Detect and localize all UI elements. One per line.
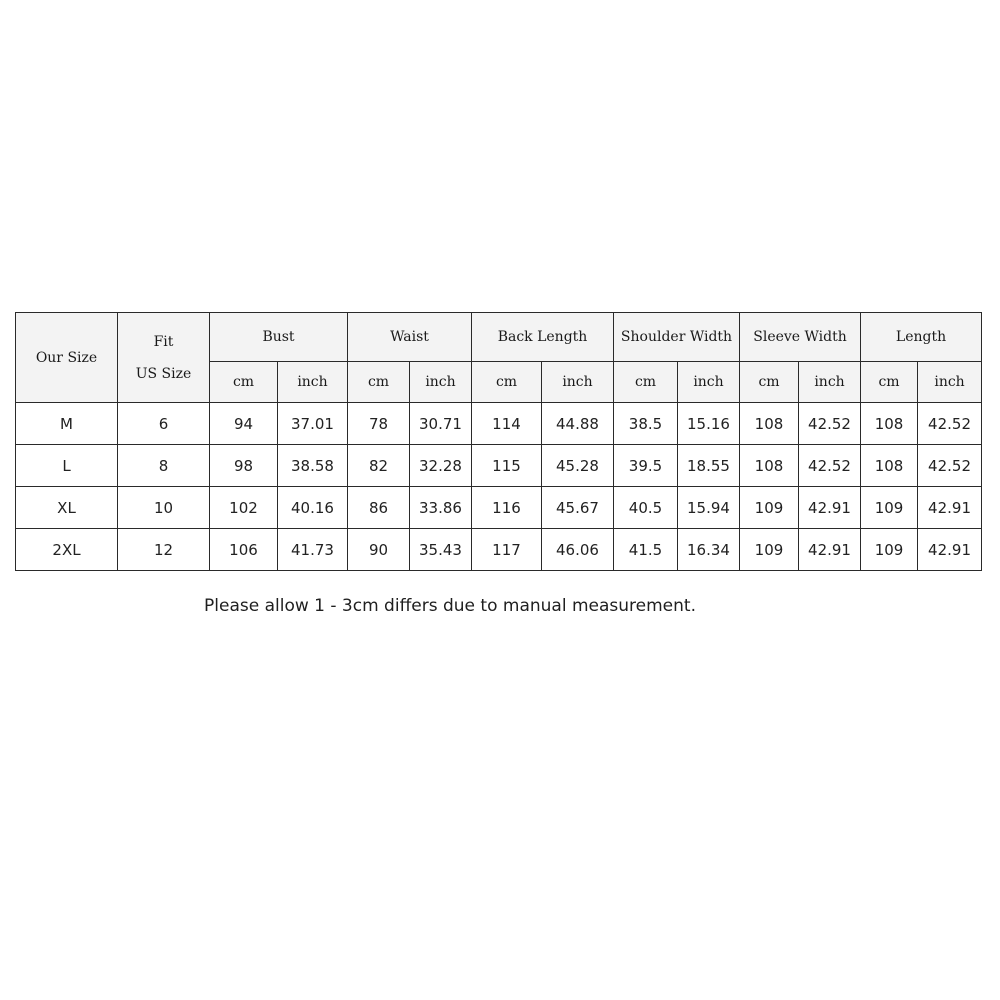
- bust-inch-cell: 38.58: [278, 445, 348, 487]
- back-length-cm-cell: 115: [472, 445, 542, 487]
- shoulder-width-cm-cell: 39.5: [614, 445, 678, 487]
- measurement-note: Please allow 1 - 3cm differs due to manual measurement.: [204, 596, 696, 616]
- us-size-cell: 10: [118, 487, 210, 529]
- length-cm-cell: 109: [861, 487, 918, 529]
- size-cell: L: [16, 445, 118, 487]
- shoulder-width-inch-cell: 18.55: [678, 445, 740, 487]
- length-cm-cell: 108: [861, 445, 918, 487]
- sleeve-width-inch-cell: 42.52: [799, 403, 861, 445]
- size-chart-table: [15, 312, 982, 571]
- bust-cm-cell: 98: [210, 445, 278, 487]
- header-our-size: Our Size: [16, 313, 118, 403]
- table-row: [16, 403, 982, 445]
- unit-inch: inch: [918, 362, 982, 403]
- bust-inch-cell: 41.73: [278, 529, 348, 571]
- unit-inch: inch: [542, 362, 614, 403]
- back-length-inch-cell: 45.28: [542, 445, 614, 487]
- unit-cm: cm: [861, 362, 918, 403]
- table-row: [16, 529, 982, 571]
- back-length-inch-cell: 44.88: [542, 403, 614, 445]
- back-length-cm-cell: 114: [472, 403, 542, 445]
- shoulder-width-cm-cell: 41.5: [614, 529, 678, 571]
- waist-cm-cell: 78: [348, 403, 410, 445]
- back-length-inch-cell: 46.06: [542, 529, 614, 571]
- sleeve-width-cm-cell: 109: [740, 487, 799, 529]
- waist-inch-cell: 30.71: [410, 403, 472, 445]
- sleeve-width-inch-cell: 42.91: [799, 529, 861, 571]
- us-size-cell: 12: [118, 529, 210, 571]
- size-cell: 2XL: [16, 529, 118, 571]
- waist-inch-cell: 32.28: [410, 445, 472, 487]
- bust-cm-cell: 106: [210, 529, 278, 571]
- table-row: [16, 445, 982, 487]
- header-back-length: Back Length: [472, 313, 614, 362]
- size-cell: M: [16, 403, 118, 445]
- bust-cm-cell: 94: [210, 403, 278, 445]
- unit-cm: cm: [210, 362, 278, 403]
- shoulder-width-inch-cell: 15.16: [678, 403, 740, 445]
- bust-cm-cell: 102: [210, 487, 278, 529]
- unit-cm: cm: [614, 362, 678, 403]
- back-length-inch-cell: 45.67: [542, 487, 614, 529]
- sleeve-width-cm-cell: 108: [740, 403, 799, 445]
- length-inch-cell: 42.52: [918, 403, 982, 445]
- size-cell: XL: [16, 487, 118, 529]
- bust-inch-cell: 37.01: [278, 403, 348, 445]
- shoulder-width-cm-cell: 38.5: [614, 403, 678, 445]
- header-shoulder-width: Shoulder Width: [614, 313, 740, 362]
- us-size-cell: 8: [118, 445, 210, 487]
- header-length: Length: [861, 313, 982, 362]
- unit-inch: inch: [410, 362, 472, 403]
- sleeve-width-cm-cell: 108: [740, 445, 799, 487]
- waist-inch-cell: 35.43: [410, 529, 472, 571]
- shoulder-width-inch-cell: 16.34: [678, 529, 740, 571]
- bust-inch-cell: 40.16: [278, 487, 348, 529]
- unit-inch: inch: [278, 362, 348, 403]
- back-length-cm-cell: 116: [472, 487, 542, 529]
- back-length-cm-cell: 117: [472, 529, 542, 571]
- unit-cm: cm: [740, 362, 799, 403]
- length-inch-cell: 42.52: [918, 445, 982, 487]
- waist-cm-cell: 82: [348, 445, 410, 487]
- unit-inch: inch: [799, 362, 861, 403]
- header-fit-us-size: [118, 313, 210, 403]
- table-row: [16, 487, 982, 529]
- length-cm-cell: 108: [861, 403, 918, 445]
- length-cm-cell: 109: [861, 529, 918, 571]
- sleeve-width-inch-cell: 42.91: [799, 487, 861, 529]
- header-us-size-label: US Size: [135, 365, 192, 382]
- header-bust: Bust: [210, 313, 348, 362]
- header-fit-label: Fit: [153, 333, 174, 350]
- unit-inch: inch: [678, 362, 740, 403]
- length-inch-cell: 42.91: [918, 487, 982, 529]
- sleeve-width-cm-cell: 109: [740, 529, 799, 571]
- us-size-cell: 6: [118, 403, 210, 445]
- sleeve-width-inch-cell: 42.52: [799, 445, 861, 487]
- waist-cm-cell: 86: [348, 487, 410, 529]
- waist-cm-cell: 90: [348, 529, 410, 571]
- header-waist: Waist: [348, 313, 472, 362]
- unit-cm: cm: [472, 362, 542, 403]
- unit-cm: cm: [348, 362, 410, 403]
- shoulder-width-inch-cell: 15.94: [678, 487, 740, 529]
- shoulder-width-cm-cell: 40.5: [614, 487, 678, 529]
- waist-inch-cell: 33.86: [410, 487, 472, 529]
- length-inch-cell: 42.91: [918, 529, 982, 571]
- header-sleeve-width: Sleeve Width: [740, 313, 861, 362]
